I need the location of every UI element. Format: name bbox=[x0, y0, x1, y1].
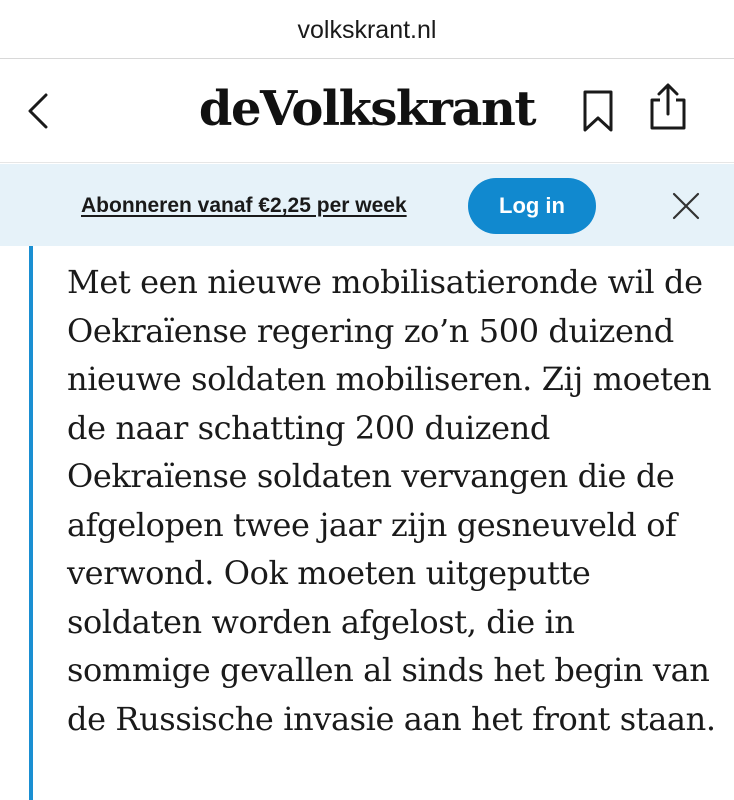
site-logo[interactable]: deVolkskrant bbox=[198, 81, 536, 137]
close-icon[interactable] bbox=[670, 190, 702, 222]
login-button[interactable]: Log in bbox=[468, 178, 596, 234]
browser-address-bar[interactable] bbox=[0, 0, 734, 59]
quote-accent-bar bbox=[29, 246, 33, 800]
bookmark-icon[interactable] bbox=[580, 88, 616, 134]
site-header bbox=[0, 59, 734, 163]
share-icon[interactable] bbox=[646, 82, 690, 132]
subscribe-link[interactable]: Abonneren vanaf €2,25 per week bbox=[81, 194, 407, 217]
article-paragraph: Met een nieuwe mobilisatieronde wil de Oekraïense regering zo’n 500 duizend nieuwe soldaten mobiliseren. Zij moeten de naar schatting 200 duizend Oekraïense soldaten vervangen die de afgelopen twee jaar zijn gesneuveld of verwond. Ook moeten uitgeputte soldaten worden afgelost, die in sommige gevallen al sinds het begin van de Russische invasie aan het front staan. bbox=[67, 263, 716, 738]
url-text[interactable]: volkskrant.nl bbox=[297, 15, 437, 44]
